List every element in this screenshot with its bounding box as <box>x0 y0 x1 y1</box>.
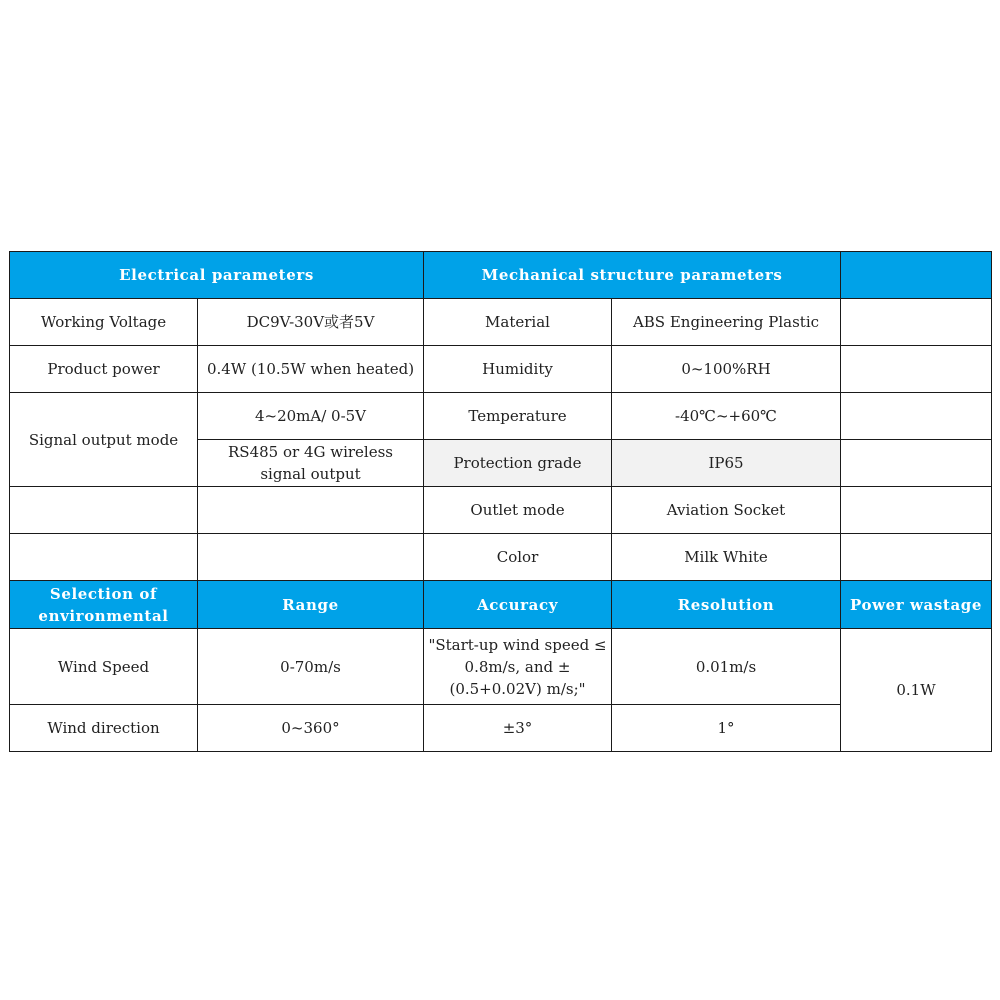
table-row <box>10 629 992 705</box>
temperature-value: -40℃~+60℃ <box>612 393 841 440</box>
humidity-value: 0~100%RH <box>612 346 841 393</box>
accuracy-header: Accuracy <box>424 581 612 629</box>
product-power-label: Product power <box>10 346 198 393</box>
signal-output-mode-label: Signal output mode <box>10 393 198 487</box>
outlet-mode-value: Aviation Socket <box>612 487 841 534</box>
protection-grade-label: Protection grade <box>424 440 612 487</box>
mechanical-parameters-header: Mechanical structure parameters <box>424 252 841 299</box>
range-header: Range <box>198 581 424 629</box>
material-value: ABS Engineering Plastic <box>612 299 841 346</box>
electrical-parameters-header: Electrical parameters <box>10 252 424 299</box>
empty-cell <box>10 534 198 581</box>
resolution-header: Resolution <box>612 581 841 629</box>
color-value: Milk White <box>612 534 841 581</box>
empty-cell <box>841 534 992 581</box>
section2-header-row <box>10 581 992 629</box>
empty-header-cell <box>841 252 992 299</box>
wind-direction-range: 0~360° <box>198 705 424 752</box>
wind-speed-range: 0-70m/s <box>198 629 424 705</box>
empty-cell <box>10 487 198 534</box>
empty-cell <box>198 487 424 534</box>
wind-direction-resolution: 1° <box>612 705 841 752</box>
empty-cell <box>841 487 992 534</box>
wind-direction-accuracy: ±3° <box>424 705 612 752</box>
table-row <box>10 534 992 581</box>
power-wastage-header: Power wastage <box>841 581 992 629</box>
empty-cell <box>841 299 992 346</box>
wind-direction-label: Wind direction <box>10 705 198 752</box>
working-voltage-value: DC9V-30V或者5V <box>198 299 424 346</box>
product-power-value: 0.4W (10.5W when heated) <box>198 346 424 393</box>
working-voltage-label: Working Voltage <box>10 299 198 346</box>
temperature-label: Temperature <box>424 393 612 440</box>
empty-cell <box>841 346 992 393</box>
protection-grade-value: IP65 <box>612 440 841 487</box>
table-row <box>10 393 992 440</box>
wind-speed-label: Wind Speed <box>10 629 198 705</box>
empty-cell <box>841 440 992 487</box>
power-wastage-value: 0.1W <box>841 629 992 752</box>
empty-cell <box>198 534 424 581</box>
table-row <box>10 487 992 534</box>
section1-header-row <box>10 252 992 299</box>
spec-table <box>9 251 992 752</box>
signal-output-digital-value: RS485 or 4G wireless signal output <box>198 440 424 487</box>
color-label: Color <box>424 534 612 581</box>
humidity-label: Humidity <box>424 346 612 393</box>
outlet-mode-label: Outlet mode <box>424 487 612 534</box>
table-row <box>10 299 992 346</box>
signal-output-analog-value: 4~20mA/ 0-5V <box>198 393 424 440</box>
wind-speed-resolution: 0.01m/s <box>612 629 841 705</box>
material-label: Material <box>424 299 612 346</box>
wind-speed-accuracy: "Start-up wind speed ≤ 0.8m/s, and ± (0.5+0.02V) m/s;" <box>424 629 612 705</box>
table-row <box>10 346 992 393</box>
empty-cell <box>841 393 992 440</box>
selection-header: Selection of environmental <box>10 581 198 629</box>
